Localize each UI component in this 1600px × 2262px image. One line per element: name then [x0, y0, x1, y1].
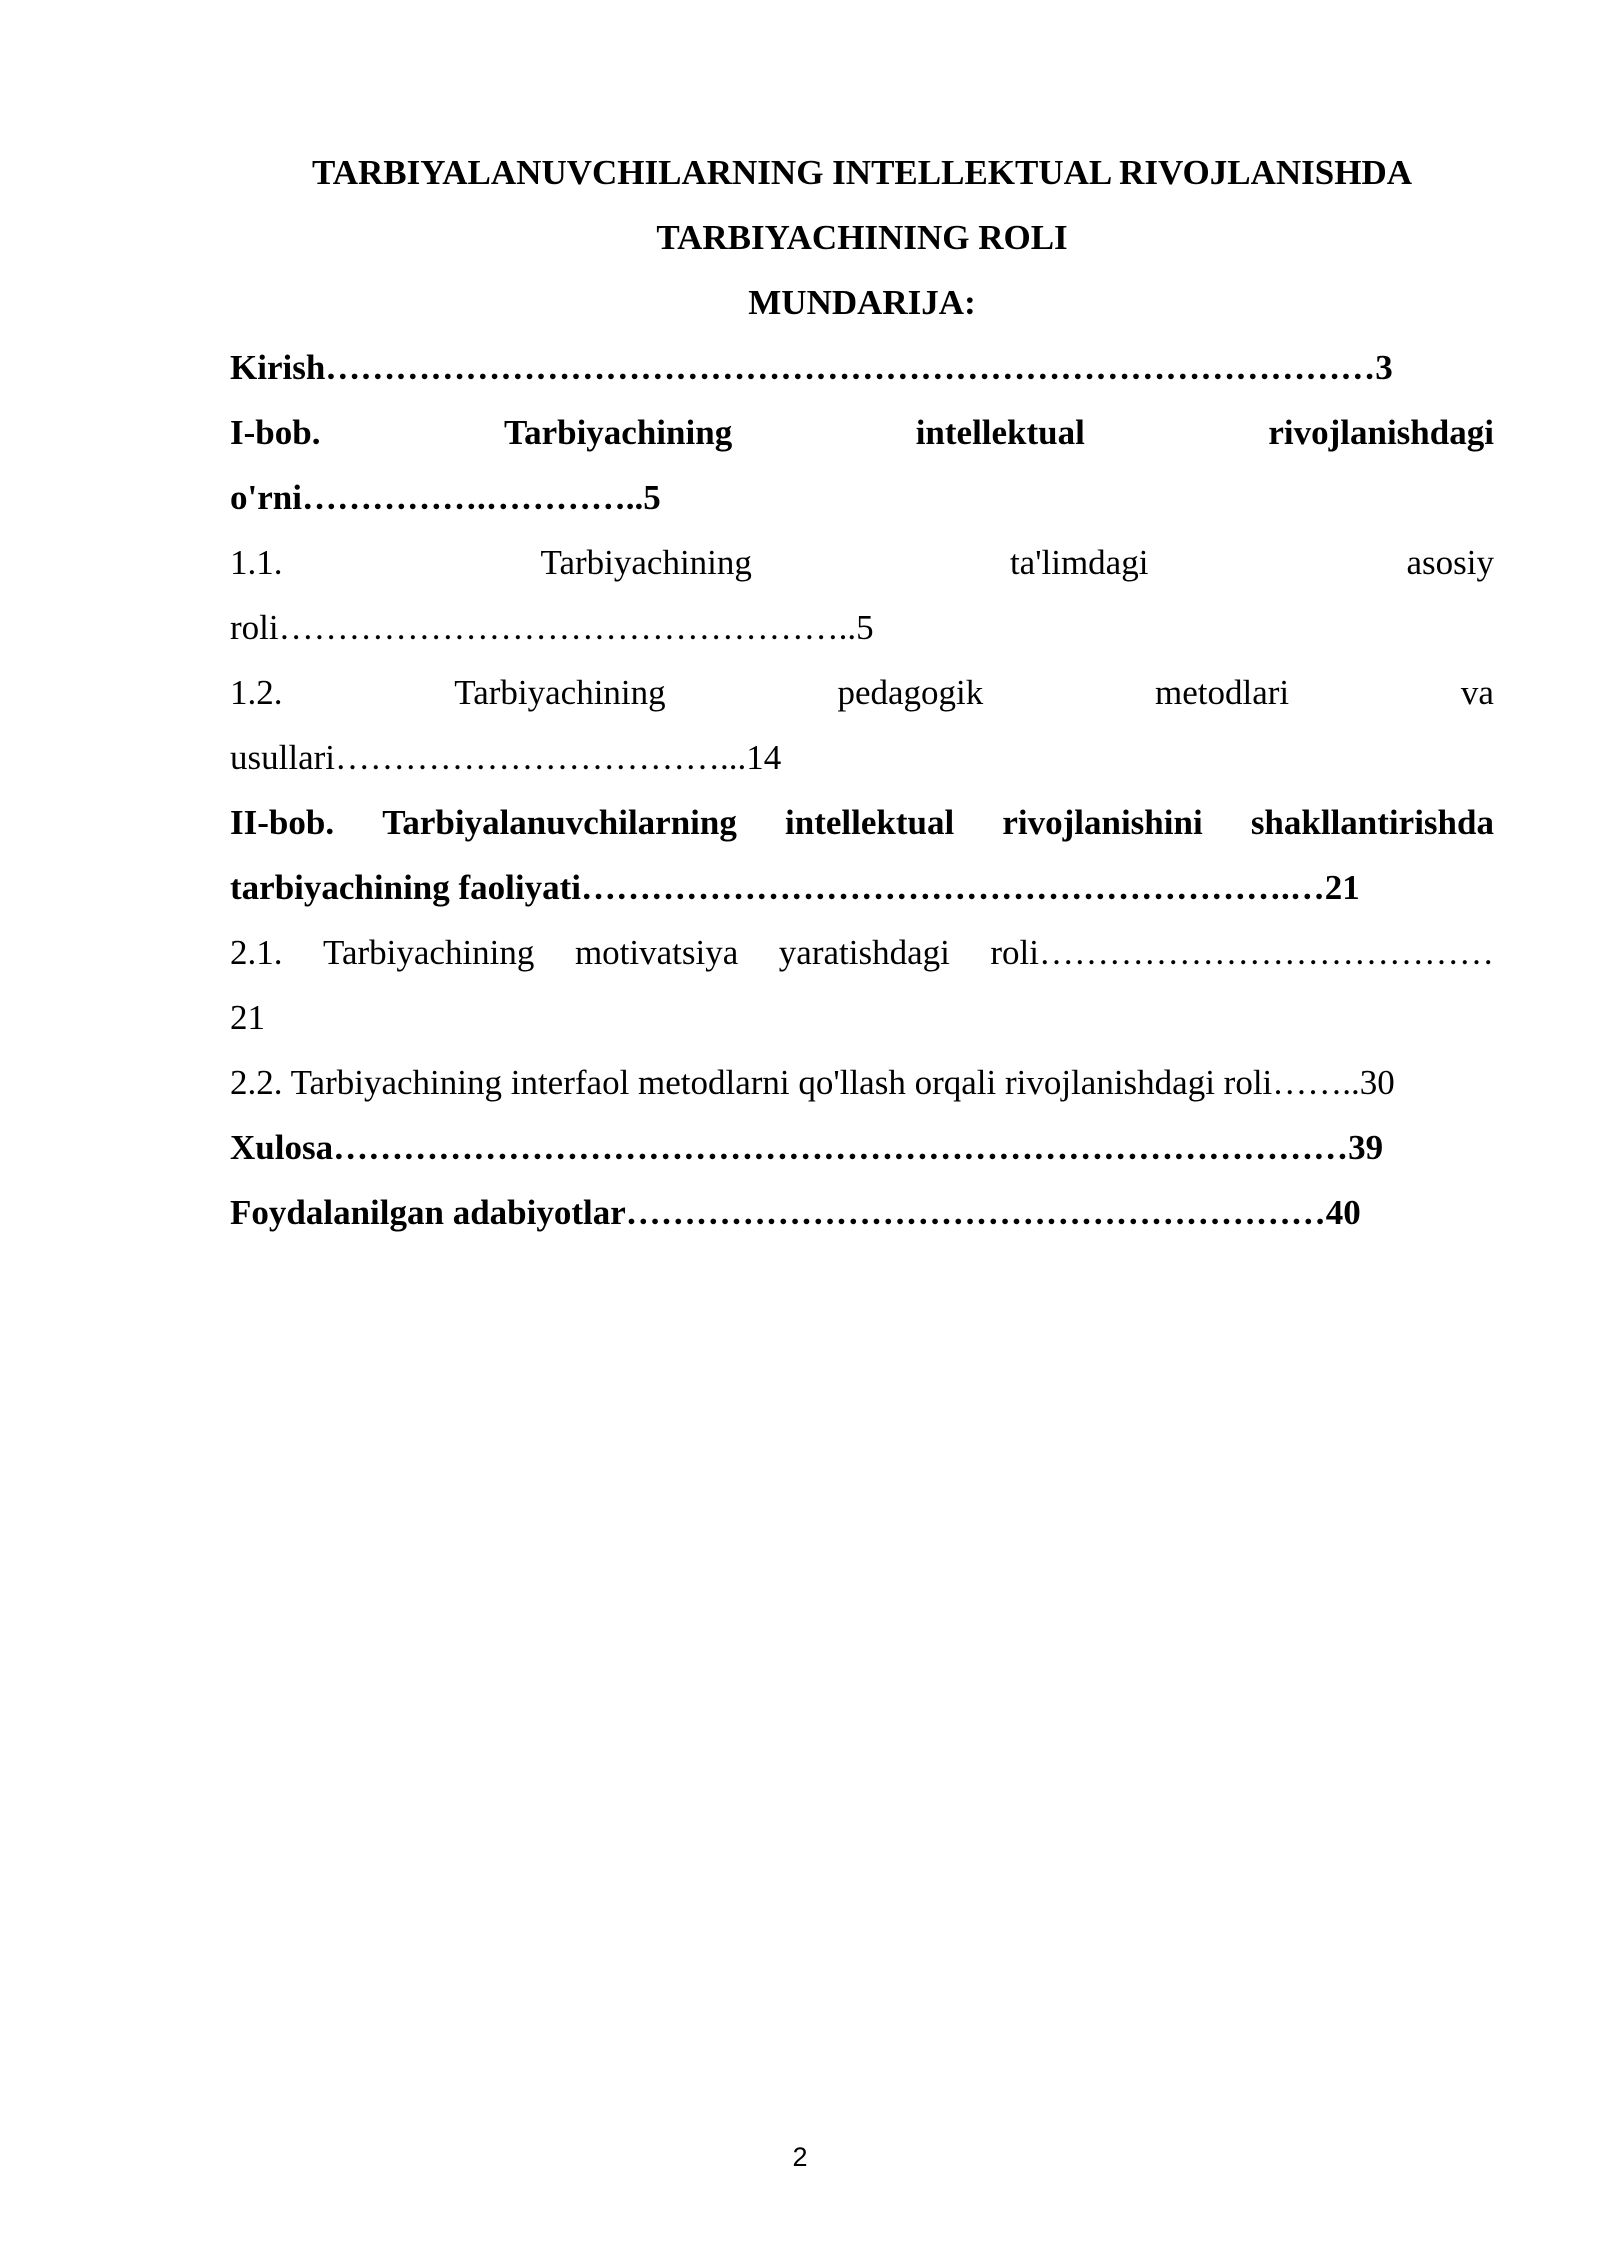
- toc-entry-chapter-1-tail: o'rni…………….…………..5: [230, 478, 661, 517]
- toc-entry-xulosa: Xulosa……………………………………………………………………………39: [230, 1128, 1384, 1167]
- toc-entry-section-1-1: [230, 530, 1494, 595]
- toc-word: Tarbiyachining: [540, 543, 752, 582]
- toc-word: rivojlanishini: [1002, 803, 1203, 842]
- toc-word: Tarbiyachining: [454, 673, 666, 712]
- toc-word: Tarbiyachining: [323, 933, 535, 972]
- page-number: 2: [792, 2142, 808, 2172]
- toc-entry-chapter-2: [230, 790, 1494, 855]
- toc-word: shakllantirishda: [1250, 803, 1494, 842]
- toc-word: Tarbiyalanuvchilarning: [382, 803, 737, 842]
- document-title-line-2: TARBIYACHINING ROLI: [656, 218, 1068, 257]
- toc-word: intellektual: [785, 803, 955, 842]
- toc-word: va: [1460, 673, 1494, 712]
- toc-entry-section-1-2-tail: usullari……………………………...14: [230, 738, 782, 777]
- toc-entry-chapter-1: [230, 400, 1494, 465]
- toc-entry-kirish: Kirish………………………………………………………………………………3: [230, 348, 1393, 387]
- toc-word: roli…………………………………: [990, 933, 1494, 972]
- toc-heading: MUNDARIJA:: [748, 283, 976, 322]
- toc-word: II-bob.: [230, 803, 335, 842]
- toc-word: metodlari: [1155, 673, 1290, 712]
- toc-entry-section-1-2: [230, 660, 1494, 725]
- toc-word: motivatsiya: [574, 933, 739, 972]
- document-title-line-1: TARBIYALANUVCHILARNING INTELLEKTUAL RIVOJLANISHDA: [311, 153, 1413, 192]
- toc-word: pedagogik: [837, 673, 984, 712]
- toc-word: intellektual: [915, 413, 1085, 452]
- toc-word: Tarbiyachining: [503, 413, 733, 452]
- toc-word: yaratishdagi: [778, 933, 950, 972]
- toc-entry-section-2-1: [230, 920, 1494, 985]
- toc-word: 2.1.: [230, 933, 283, 972]
- toc-word: I-bob.: [230, 413, 321, 452]
- toc-entry-section-2-2: 2.2. Tarbiyachining interfaol metodlarni qo'llash orqali rivojlanishdagi roli……..30: [230, 1063, 1395, 1102]
- toc-word: 1.2.: [230, 673, 283, 712]
- page-content: [230, 140, 1494, 1245]
- toc-entry-chapter-2-tail: tarbiyachining faoliyati…………………………………………………….…21: [230, 868, 1360, 907]
- toc-entry-section-1-1-tail: roli…………………………………………..5: [230, 608, 874, 647]
- toc-word: rivojlanishdagi: [1268, 413, 1494, 452]
- toc-word: ta'limdagi: [1009, 543, 1149, 582]
- toc-entry-section-2-1-tail: 21: [230, 998, 265, 1037]
- toc-word: 1.1.: [230, 543, 283, 582]
- toc-word: asosiy: [1406, 543, 1494, 582]
- toc-entry-adabiyotlar: Foydalanilgan adabiyotlar……………………………………………………40: [230, 1193, 1361, 1232]
